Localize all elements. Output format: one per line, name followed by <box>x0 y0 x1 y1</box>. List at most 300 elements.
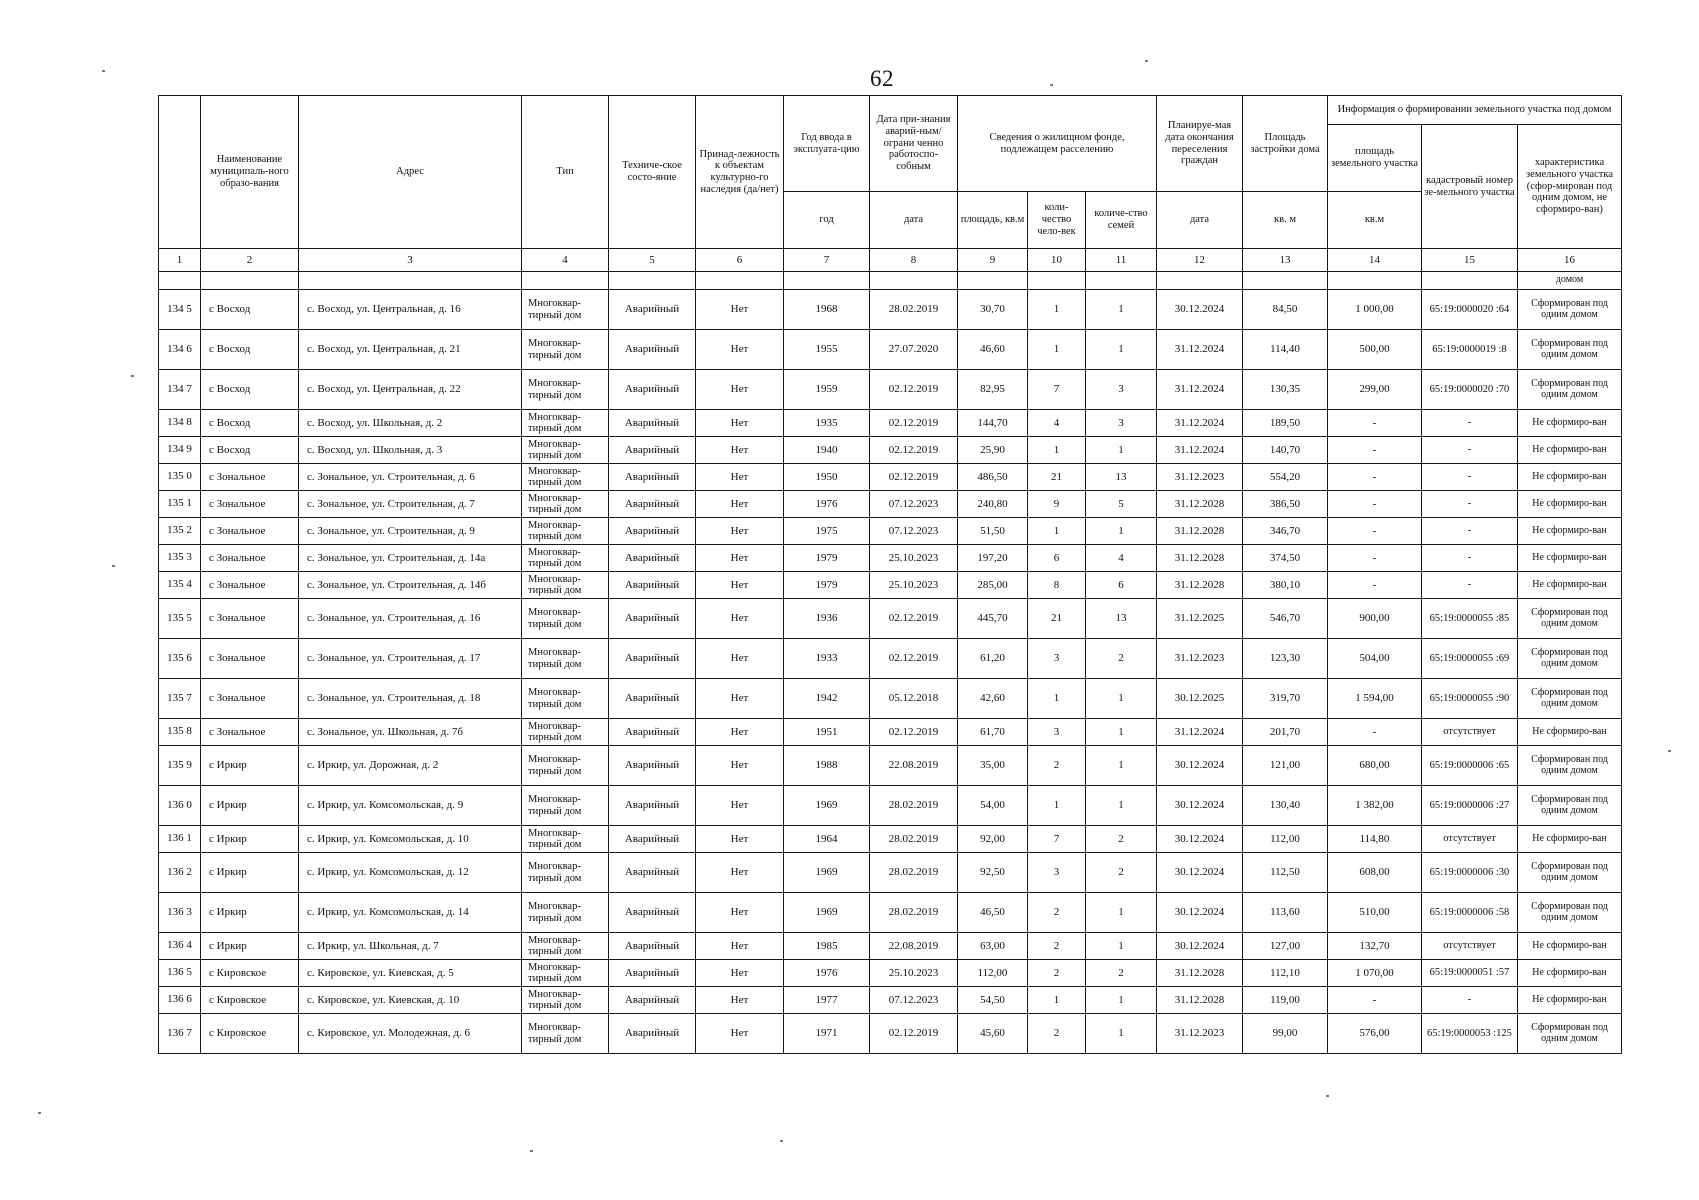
address-cell: с. Зональное, ул. Строительная, д. 16 <box>299 599 522 639</box>
address-cell: с. Восход, ул. Школьная, д. 2 <box>299 410 522 437</box>
row-number: 135 0 <box>159 464 201 491</box>
page-number: 62 <box>870 66 894 91</box>
municipality-cell: с Иркир <box>201 853 299 893</box>
people-count-cell: 1 <box>1028 786 1086 826</box>
planned-date-cell: 31.12.2028 <box>1157 545 1243 572</box>
people-count-cell: 4 <box>1028 410 1086 437</box>
families-count-cell: 1 <box>1086 1014 1157 1054</box>
municipality-cell: с Зональное <box>201 639 299 679</box>
emergency-date-cell: 22.08.2019 <box>870 746 958 786</box>
heritage-cell: Нет <box>696 746 784 786</box>
cadastral-number-cell: - <box>1422 437 1518 464</box>
emergency-date-cell: 25.10.2023 <box>870 960 958 987</box>
year-built-cell: 1969 <box>784 893 870 933</box>
col-number: 9 <box>958 249 1028 272</box>
planned-date-cell: 30.12.2024 <box>1157 826 1243 853</box>
cadastral-number-cell: 65:19:0000019 :8 <box>1422 330 1518 370</box>
table-row <box>159 786 1622 826</box>
people-count-cell: 3 <box>1028 853 1086 893</box>
scan-speck <box>1326 1095 1329 1097</box>
row-number: 135 4 <box>159 572 201 599</box>
families-count-cell: 1 <box>1086 933 1157 960</box>
families-count-cell: 2 <box>1086 853 1157 893</box>
address-cell: с. Зональное, ул. Строительная, д. 14а <box>299 545 522 572</box>
heritage-cell: Нет <box>696 1014 784 1054</box>
emergency-date-cell: 25.10.2023 <box>870 572 958 599</box>
heritage-cell: Нет <box>696 290 784 330</box>
families-count-cell: 1 <box>1086 679 1157 719</box>
land-characteristic-cell: Сформирован под одним домом <box>1518 746 1622 786</box>
families-count-cell: 1 <box>1086 987 1157 1014</box>
land-characteristic-cell: Не сформиро-ван <box>1518 464 1622 491</box>
type-cell: Многоквар-тирный дом <box>522 518 609 545</box>
header-address: Адрес <box>299 96 522 249</box>
year-built-cell: 1951 <box>784 719 870 746</box>
table-row <box>159 545 1622 572</box>
year-built-cell: 1985 <box>784 933 870 960</box>
build-area-cell: 121,00 <box>1243 746 1328 786</box>
table-row <box>159 410 1622 437</box>
cadastral-number-cell: 65:19:0000006 :27 <box>1422 786 1518 826</box>
subheader-land-unit: кв.м <box>1328 192 1422 249</box>
people-count-cell: 1 <box>1028 679 1086 719</box>
tech-state-cell: Аварийный <box>609 518 696 545</box>
build-area-cell: 113,60 <box>1243 893 1328 933</box>
type-cell: Многоквар-тирный дом <box>522 437 609 464</box>
row-number: 134 9 <box>159 437 201 464</box>
type-cell: Многоквар-тирный дом <box>522 746 609 786</box>
land-area-cell: - <box>1328 464 1422 491</box>
row-number: 134 7 <box>159 370 201 410</box>
row-number: 135 2 <box>159 518 201 545</box>
cadastral-number-cell: - <box>1422 518 1518 545</box>
families-count-cell: 1 <box>1086 330 1157 370</box>
row-number: 134 6 <box>159 330 201 370</box>
land-area-cell: 1 382,00 <box>1328 786 1422 826</box>
build-area-cell: 130,35 <box>1243 370 1328 410</box>
people-count-cell: 2 <box>1028 1014 1086 1054</box>
tech-state-cell: Аварийный <box>609 893 696 933</box>
living-area-cell: 112,00 <box>958 960 1028 987</box>
municipality-cell: с Восход <box>201 330 299 370</box>
table-row <box>159 853 1622 893</box>
land-characteristic-cell: Сформирован под одним домом <box>1518 893 1622 933</box>
heritage-cell: Нет <box>696 893 784 933</box>
heritage-cell: Нет <box>696 410 784 437</box>
type-cell: Многоквар-тирный дом <box>522 826 609 853</box>
cadastral-number-cell: отсутствует <box>1422 933 1518 960</box>
municipality-cell: с Восход <box>201 437 299 464</box>
build-area-cell: 112,10 <box>1243 960 1328 987</box>
land-area-cell: 608,00 <box>1328 853 1422 893</box>
col-number: 3 <box>299 249 522 272</box>
heritage-cell: Нет <box>696 491 784 518</box>
planned-date-cell: 31.12.2023 <box>1157 639 1243 679</box>
build-area-cell: 546,70 <box>1243 599 1328 639</box>
municipality-cell: с Зональное <box>201 679 299 719</box>
address-cell: с. Восход, ул. Школьная, д. 3 <box>299 437 522 464</box>
cadastral-number-cell: 65:19:0000006 :65 <box>1422 746 1518 786</box>
people-count-cell: 3 <box>1028 639 1086 679</box>
address-cell: с. Иркир, ул. Комсомольская, д. 14 <box>299 893 522 933</box>
year-built-cell: 1969 <box>784 786 870 826</box>
land-characteristic-cell: Сформирован под одним домом <box>1518 290 1622 330</box>
col-number: 1 <box>159 249 201 272</box>
emergency-date-cell: 28.02.2019 <box>870 290 958 330</box>
type-cell: Многоквар-тирный дом <box>522 786 609 826</box>
year-built-cell: 1950 <box>784 464 870 491</box>
emergency-date-cell: 07.12.2023 <box>870 518 958 545</box>
cadastral-number-cell: - <box>1422 572 1518 599</box>
resettlement-table <box>158 95 1622 1054</box>
col-number: 8 <box>870 249 958 272</box>
scan-speck <box>1145 60 1148 62</box>
living-area-cell: 486,50 <box>958 464 1028 491</box>
families-count-cell: 1 <box>1086 290 1157 330</box>
families-count-cell: 1 <box>1086 719 1157 746</box>
build-area-cell: 189,50 <box>1243 410 1328 437</box>
row-number: 135 6 <box>159 639 201 679</box>
heritage-cell: Нет <box>696 719 784 746</box>
year-built-cell: 1964 <box>784 826 870 853</box>
table-row <box>159 572 1622 599</box>
living-area-cell: 54,00 <box>958 786 1028 826</box>
municipality-cell: с Кировское <box>201 960 299 987</box>
land-characteristic-cell: Не сформиро-ван <box>1518 545 1622 572</box>
families-count-cell: 1 <box>1086 786 1157 826</box>
living-area-cell: 46,50 <box>958 893 1028 933</box>
cadastral-number-cell: - <box>1422 410 1518 437</box>
cadastral-number-cell: 65:19:0000053 :125 <box>1422 1014 1518 1054</box>
tech-state-cell: Аварийный <box>609 545 696 572</box>
type-cell: Многоквар-тирный дом <box>522 679 609 719</box>
families-count-cell: 5 <box>1086 491 1157 518</box>
living-area-cell: 92,50 <box>958 853 1028 893</box>
scan-speck <box>780 1140 783 1142</box>
scan-speck <box>38 1112 41 1114</box>
land-area-cell: - <box>1328 987 1422 1014</box>
people-count-cell: 3 <box>1028 719 1086 746</box>
living-area-cell: 92,00 <box>958 826 1028 853</box>
land-characteristic-cell: Сформирован под одним домом <box>1518 599 1622 639</box>
heritage-cell: Нет <box>696 599 784 639</box>
emergency-date-cell: 05.12.2018 <box>870 679 958 719</box>
cadastral-number-cell: - <box>1422 464 1518 491</box>
land-area-cell: - <box>1328 437 1422 464</box>
tech-state-cell: Аварийный <box>609 933 696 960</box>
heritage-cell: Нет <box>696 679 784 719</box>
families-count-cell: 2 <box>1086 639 1157 679</box>
type-cell: Многоквар-тирный дом <box>522 370 609 410</box>
municipality-cell: с Восход <box>201 370 299 410</box>
build-area-cell: 119,00 <box>1243 987 1328 1014</box>
heritage-cell: Нет <box>696 639 784 679</box>
header-land-info: Информация о формировании земельного участка под домом <box>1328 96 1622 125</box>
land-characteristic-cell: Не сформиро-ван <box>1518 491 1622 518</box>
planned-date-cell: 30.12.2024 <box>1157 786 1243 826</box>
municipality-cell: с Зональное <box>201 545 299 572</box>
header-cadastral: кадастровый номер зе-мельного участка <box>1422 125 1518 249</box>
emergency-date-cell: 28.02.2019 <box>870 826 958 853</box>
planned-date-cell: 31.12.2028 <box>1157 960 1243 987</box>
people-count-cell: 1 <box>1028 290 1086 330</box>
header-land-char: характеристика земельного участка (сфор-мирован под одним домом, не сформиро-ван) <box>1518 125 1622 249</box>
header-year-built: Год ввода в эксплуата-цию <box>784 96 870 192</box>
tech-state-cell: Аварийный <box>609 853 696 893</box>
year-built-cell: 1969 <box>784 853 870 893</box>
land-area-cell: 900,00 <box>1328 599 1422 639</box>
land-area-cell: - <box>1328 545 1422 572</box>
table-row <box>159 330 1622 370</box>
people-count-cell: 6 <box>1028 545 1086 572</box>
address-cell: с. Кировское, ул. Киевская, д. 10 <box>299 987 522 1014</box>
col-number: 7 <box>784 249 870 272</box>
emergency-date-cell: 02.12.2019 <box>870 437 958 464</box>
subheader-date: дата <box>870 192 958 249</box>
col-number: 11 <box>1086 249 1157 272</box>
cadastral-number-cell: 65:19:0000020 :70 <box>1422 370 1518 410</box>
tech-state-cell: Аварийный <box>609 987 696 1014</box>
living-area-cell: 61,20 <box>958 639 1028 679</box>
row-number: 135 5 <box>159 599 201 639</box>
row-number: 135 9 <box>159 746 201 786</box>
address-cell: с. Зональное, ул. Строительная, д. 17 <box>299 639 522 679</box>
row-number: 136 0 <box>159 786 201 826</box>
address-cell: с. Зональное, ул. Строительная, д. 14б <box>299 572 522 599</box>
living-area-cell: 35,00 <box>958 746 1028 786</box>
year-built-cell: 1936 <box>784 599 870 639</box>
year-built-cell: 1940 <box>784 437 870 464</box>
planned-date-cell: 30.12.2025 <box>1157 679 1243 719</box>
land-characteristic-cell: Не сформиро-ван <box>1518 410 1622 437</box>
families-count-cell: 4 <box>1086 545 1157 572</box>
table-row <box>159 826 1622 853</box>
year-built-cell: 1955 <box>784 330 870 370</box>
people-count-cell: 21 <box>1028 599 1086 639</box>
header-tech-state: Техниче-ское состо-яние <box>609 96 696 249</box>
tech-state-cell: Аварийный <box>609 786 696 826</box>
families-count-cell: 2 <box>1086 826 1157 853</box>
emergency-date-cell: 02.12.2019 <box>870 1014 958 1054</box>
municipality-cell: с Кировское <box>201 1014 299 1054</box>
subheader-people: коли-чество чело-век <box>1028 192 1086 249</box>
build-area-cell: 386,50 <box>1243 491 1328 518</box>
land-area-cell: 1 594,00 <box>1328 679 1422 719</box>
tech-state-cell: Аварийный <box>609 464 696 491</box>
heritage-cell: Нет <box>696 826 784 853</box>
families-count-cell: 1 <box>1086 437 1157 464</box>
type-cell: Многоквар-тирный дом <box>522 545 609 572</box>
cadastral-number-cell: - <box>1422 491 1518 518</box>
type-cell: Многоквар-тирный дом <box>522 290 609 330</box>
row-number: 136 3 <box>159 893 201 933</box>
build-area-cell: 140,70 <box>1243 437 1328 464</box>
tech-state-cell: Аварийный <box>609 639 696 679</box>
land-characteristic-cell: Не сформиро-ван <box>1518 437 1622 464</box>
address-cell: с. Восход, ул. Центральная, д. 21 <box>299 330 522 370</box>
type-cell: Многоквар-тирный дом <box>522 410 609 437</box>
heritage-cell: Нет <box>696 464 784 491</box>
tech-state-cell: Аварийный <box>609 719 696 746</box>
subheader-plan-date: дата <box>1157 192 1243 249</box>
row-number: 135 3 <box>159 545 201 572</box>
families-count-cell: 1 <box>1086 893 1157 933</box>
build-area-cell: 346,70 <box>1243 518 1328 545</box>
people-count-cell: 1 <box>1028 437 1086 464</box>
planned-date-cell: 30.12.2024 <box>1157 853 1243 893</box>
planned-date-cell: 30.12.2024 <box>1157 893 1243 933</box>
tech-state-cell: Аварийный <box>609 410 696 437</box>
heritage-cell: Нет <box>696 960 784 987</box>
type-cell: Многоквар-тирный дом <box>522 491 609 518</box>
emergency-date-cell: 02.12.2019 <box>870 370 958 410</box>
year-built-cell: 1988 <box>784 746 870 786</box>
table-row <box>159 960 1622 987</box>
col-number: 12 <box>1157 249 1243 272</box>
cadastral-number-cell: - <box>1422 987 1518 1014</box>
municipality-cell: с Иркир <box>201 826 299 853</box>
year-built-cell: 1942 <box>784 679 870 719</box>
row-number: 136 4 <box>159 933 201 960</box>
emergency-date-cell: 22.08.2019 <box>870 933 958 960</box>
address-cell: с. Кировское, ул. Киевская, д. 5 <box>299 960 522 987</box>
table-row <box>159 933 1622 960</box>
land-area-cell: - <box>1328 410 1422 437</box>
municipality-cell: с Зональное <box>201 464 299 491</box>
subheader-area: площадь, кв.м <box>958 192 1028 249</box>
living-area-cell: 197,20 <box>958 545 1028 572</box>
row-number: 134 8 <box>159 410 201 437</box>
type-cell: Многоквар-тирный дом <box>522 1014 609 1054</box>
living-area-cell: 25,90 <box>958 437 1028 464</box>
emergency-date-cell: 02.12.2019 <box>870 719 958 746</box>
tech-state-cell: Аварийный <box>609 960 696 987</box>
row-number: 136 7 <box>159 1014 201 1054</box>
address-cell: с. Восход, ул. Центральная, д. 22 <box>299 370 522 410</box>
year-built-cell: 1933 <box>784 639 870 679</box>
year-built-cell: 1971 <box>784 1014 870 1054</box>
people-count-cell: 1 <box>1028 987 1086 1014</box>
year-built-cell: 1975 <box>784 518 870 545</box>
header-type: Тип <box>522 96 609 249</box>
municipality-cell: с Зональное <box>201 572 299 599</box>
address-cell: с. Зональное, ул. Строительная, д. 6 <box>299 464 522 491</box>
address-cell: с. Иркир, ул. Школьная, д. 7 <box>299 933 522 960</box>
col-number: 10 <box>1028 249 1086 272</box>
build-area-cell: 123,30 <box>1243 639 1328 679</box>
header-land-area: площадь земельного участка <box>1328 125 1422 192</box>
table-row <box>159 599 1622 639</box>
col-number: 14 <box>1328 249 1422 272</box>
table-row <box>159 370 1622 410</box>
table-row <box>159 719 1622 746</box>
planned-date-cell: 31.12.2028 <box>1157 491 1243 518</box>
people-count-cell: 1 <box>1028 518 1086 545</box>
build-area-cell: 130,40 <box>1243 786 1328 826</box>
tech-state-cell: Аварийный <box>609 746 696 786</box>
living-area-cell: 46,60 <box>958 330 1028 370</box>
land-area-cell: 504,00 <box>1328 639 1422 679</box>
municipality-cell: с Зональное <box>201 491 299 518</box>
planned-date-cell: 31.12.2025 <box>1157 599 1243 639</box>
heritage-cell: Нет <box>696 933 784 960</box>
living-area-cell: 445,70 <box>958 599 1028 639</box>
address-cell: с. Зональное, ул. Строительная, д. 18 <box>299 679 522 719</box>
emergency-date-cell: 28.02.2019 <box>870 893 958 933</box>
land-area-cell: 1 000,00 <box>1328 290 1422 330</box>
land-characteristic-cell: Не сформиро-ван <box>1518 518 1622 545</box>
tech-state-cell: Аварийный <box>609 370 696 410</box>
heritage-cell: Нет <box>696 330 784 370</box>
type-cell: Многоквар-тирный дом <box>522 639 609 679</box>
planned-date-cell: 31.12.2024 <box>1157 719 1243 746</box>
living-area-cell: 54,50 <box>958 987 1028 1014</box>
type-cell: Многоквар-тирный дом <box>522 464 609 491</box>
build-area-cell: 127,00 <box>1243 933 1328 960</box>
address-cell: с. Зональное, ул. Школьная, д. 7б <box>299 719 522 746</box>
build-area-cell: 84,50 <box>1243 290 1328 330</box>
people-count-cell: 1 <box>1028 330 1086 370</box>
cadastral-number-cell: 65:19:0000006 :30 <box>1422 853 1518 893</box>
header-municipality: Наименование муниципаль-ного образо-вания <box>201 96 299 249</box>
families-count-cell: 6 <box>1086 572 1157 599</box>
families-count-cell: 13 <box>1086 599 1157 639</box>
table-row <box>159 464 1622 491</box>
living-area-cell: 51,50 <box>958 518 1028 545</box>
living-area-cell: 82,95 <box>958 370 1028 410</box>
year-built-cell: 1976 <box>784 960 870 987</box>
scan-speck <box>530 1150 533 1152</box>
families-count-cell: 13 <box>1086 464 1157 491</box>
cadastral-number-cell: 65:19:0000055 :69 <box>1422 639 1518 679</box>
people-count-cell: 2 <box>1028 960 1086 987</box>
heritage-cell: Нет <box>696 437 784 464</box>
continuation-text: домом <box>1518 272 1622 290</box>
municipality-cell: с Восход <box>201 410 299 437</box>
row-number: 135 1 <box>159 491 201 518</box>
planned-date-cell: 30.12.2024 <box>1157 746 1243 786</box>
year-built-cell: 1935 <box>784 410 870 437</box>
table-row <box>159 679 1622 719</box>
tech-state-cell: Аварийный <box>609 679 696 719</box>
build-area-cell: 112,50 <box>1243 853 1328 893</box>
land-characteristic-cell: Не сформиро-ван <box>1518 572 1622 599</box>
type-cell: Многоквар-тирный дом <box>522 960 609 987</box>
row-number: 136 2 <box>159 853 201 893</box>
families-count-cell: 3 <box>1086 410 1157 437</box>
people-count-cell: 9 <box>1028 491 1086 518</box>
tech-state-cell: Аварийный <box>609 290 696 330</box>
emergency-date-cell: 27.07.2020 <box>870 330 958 370</box>
header-num <box>159 96 201 249</box>
families-count-cell: 2 <box>1086 960 1157 987</box>
land-area-cell: 1 070,00 <box>1328 960 1422 987</box>
table-row <box>159 639 1622 679</box>
year-built-cell: 1977 <box>784 987 870 1014</box>
header-build-area: Площадь застройки дома <box>1243 96 1328 192</box>
row-number: 136 5 <box>159 960 201 987</box>
planned-date-cell: 31.12.2028 <box>1157 987 1243 1014</box>
table-row <box>159 437 1622 464</box>
col-number: 16 <box>1518 249 1622 272</box>
col-number: 15 <box>1422 249 1518 272</box>
living-area-cell: 42,60 <box>958 679 1028 719</box>
col-number: 4 <box>522 249 609 272</box>
column-number-row <box>159 249 1622 272</box>
municipality-cell: с Зональное <box>201 719 299 746</box>
land-area-cell: - <box>1328 572 1422 599</box>
heritage-cell: Нет <box>696 853 784 893</box>
